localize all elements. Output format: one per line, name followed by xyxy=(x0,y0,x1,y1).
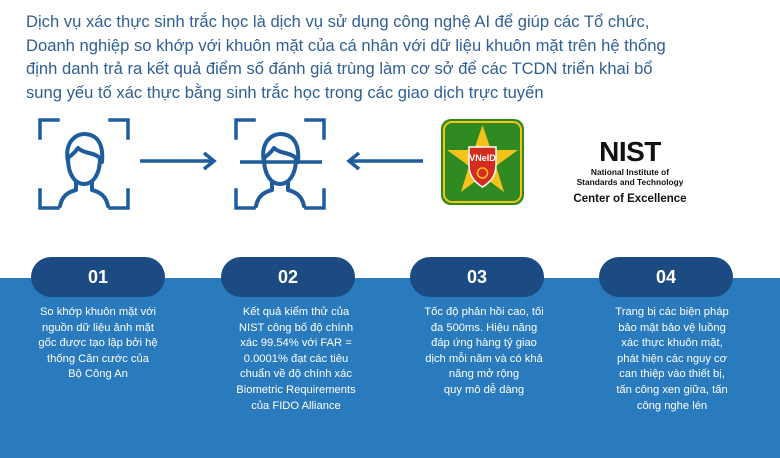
step-number-badge: 03 xyxy=(410,257,544,297)
intro-paragraph xyxy=(26,10,766,104)
arrow-right-icon xyxy=(140,150,218,172)
arrow-left-icon xyxy=(345,150,423,172)
step-description xyxy=(211,305,381,414)
intro-line: Doanh nghiệp so khớp với khuôn mặt của cá nhân với dữ liệu khuôn mặt trên hệ thống xyxy=(26,35,666,55)
step-line: 0.0001% đạt các tiêu xyxy=(243,352,349,365)
nist-subtitle-line: Standards and Technology xyxy=(576,176,684,187)
step-line: phát hiện các nguy cơ xyxy=(617,352,727,365)
step-line: Biometric Requirements xyxy=(236,383,356,396)
step-line: thống Căn cước của xyxy=(47,352,149,365)
step-description xyxy=(399,305,569,399)
intro-line: sung yếu tố xác thực bằng sinh trắc học trong các giao dịch trực tuyến xyxy=(26,82,544,102)
step-line: gốc được tạo lập bởi hệ xyxy=(38,337,158,350)
face-scan-icon xyxy=(38,118,130,210)
step-number-badge: 01 xyxy=(31,257,165,297)
intro-line: định danh trả ra kết quả điểm số đánh giá trùng làm cơ sở để các TCDN triển khai bổ xyxy=(26,59,653,79)
step-line: nguồn dữ liệu ảnh mặt xyxy=(42,321,154,334)
nist-subtitle-line: National Institute of xyxy=(590,167,670,177)
step-line: NIST công bố độ chính xyxy=(238,321,354,334)
step-number-badge: 02 xyxy=(221,257,355,297)
step-line: So khớp khuôn mặt với xyxy=(39,306,157,318)
nist-wordmark: NIST xyxy=(599,136,661,167)
step-line: Kết quả kiểm thử của xyxy=(242,306,350,318)
step-line: của FIDO Alliance xyxy=(251,399,341,412)
step-line: năng mở rộng xyxy=(448,368,520,381)
face-verify-icon xyxy=(234,118,326,210)
nist-center-of-excellence: Center of Excellence xyxy=(573,193,687,206)
step-description xyxy=(13,305,183,383)
step-line: Bộ Công An xyxy=(68,368,128,381)
step-line: Trang bị các biện pháp xyxy=(615,306,729,318)
step-line: xác 99.54% với FAR = xyxy=(240,337,352,350)
nist-subtitle xyxy=(560,168,700,187)
step-line: dịch mỗi năm và có khả xyxy=(425,352,543,365)
step-line: can thiệp vào thiết bị, xyxy=(619,368,725,381)
step-number-badge: 04 xyxy=(599,257,733,297)
step-line: đa 500ms. Hiệu năng xyxy=(430,321,538,334)
nist-logo xyxy=(560,138,700,205)
step-line: Tốc độ phản hồi cao, tối xyxy=(424,306,544,318)
step-line: bảo mật bảo vệ luồng xyxy=(618,321,726,334)
step-line: quy mô dễ dàng xyxy=(443,383,525,396)
intro-line: Dịch vụ xác thực sinh trắc học là dịch vụ sử dụng công nghệ AI để giúp các Tổ chức, xyxy=(26,12,650,31)
step-line: xác thực khuôn mặt, xyxy=(621,337,723,350)
step-line: tấn công xen giữa, tấn xyxy=(616,383,728,396)
step-line: đáp ứng hàng tỷ giao xyxy=(431,337,537,350)
step-line: công nghe lén xyxy=(636,399,708,412)
step-description xyxy=(587,305,757,414)
vneid-label: VNeID xyxy=(469,153,496,163)
vneid-logo xyxy=(441,119,524,205)
step-line: chuẩn về độ chính xác xyxy=(240,368,352,381)
